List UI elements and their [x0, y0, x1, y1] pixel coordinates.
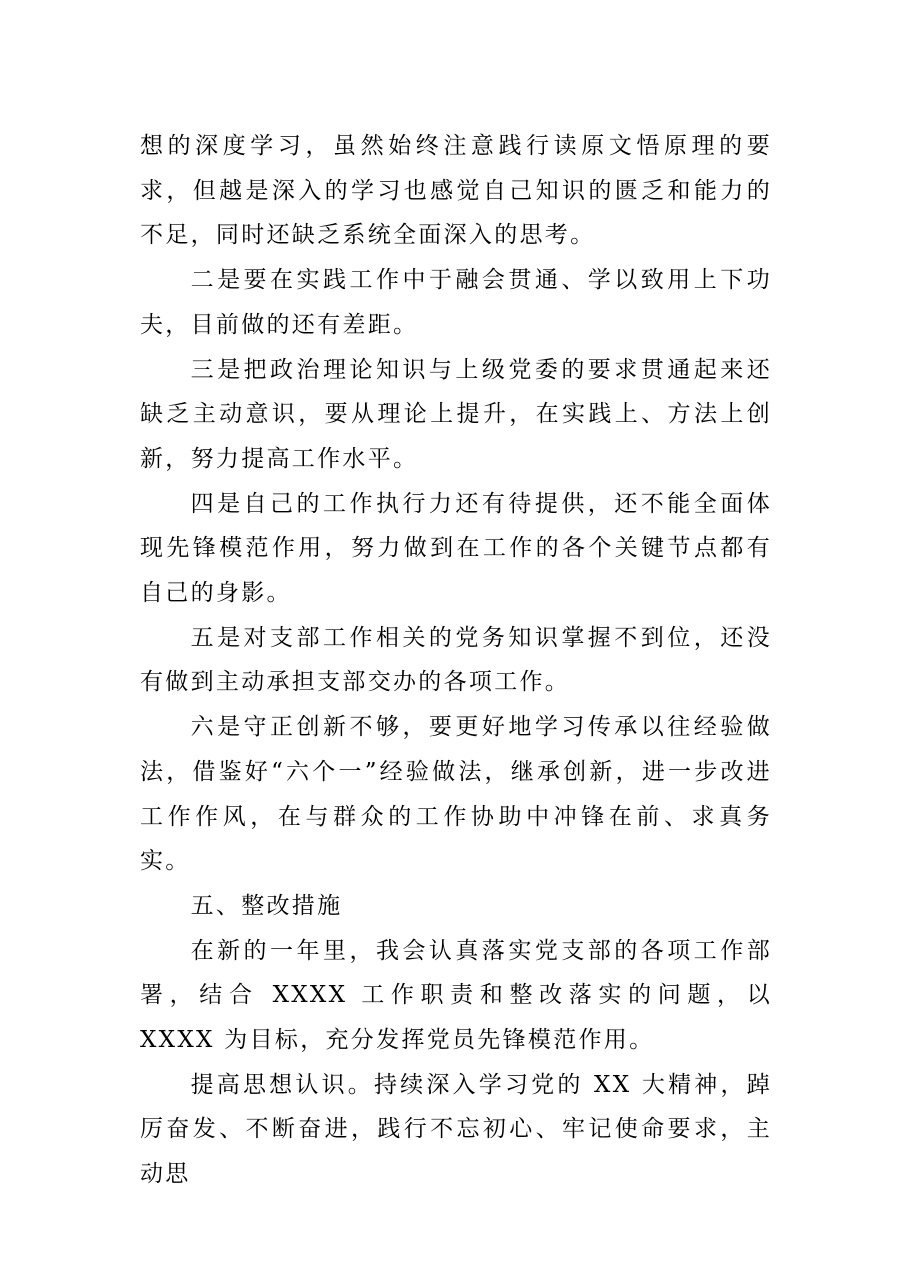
- paragraph-point-four: 四是自己的工作执行力还有待提供，还不能全面体现先锋模范作用，努力做到在工作的各个关键节点都有自己的身影。: [140, 490, 772, 607]
- paragraph-point-two: 二是要在实践工作中于融会贯通、学以致用上下功夫，目前做的还有差距。: [140, 267, 772, 338]
- paragraph-rectification-intro: 在新的一年里，我会认真落实党支部的各项工作部署，结合 XXXX 工作职责和整改落实的问题，以 XXXX 为目标，充分发挥党员先锋模范作用。: [140, 937, 772, 1054]
- section-heading-rectification: 五、整改措施: [190, 892, 343, 919]
- paragraph-raise-awareness: 提高思想认识。持续深入学习党的 XX 大精神，踔厉奋发、不断奋进，践行不忘初心、牢记使命要求，主动思: [140, 1071, 772, 1188]
- paragraph-point-three: 三是把政治理论知识与上级党委的要求贯通起来还缺乏主动意识，要从理论上提升，在实践上、方法上创新，努力提高工作水平。: [140, 356, 772, 472]
- document-body: [140, 124, 772, 1197]
- paragraph-point-six: 六是守正创新不够，要更好地学习传承以往经验做法，借鉴好“六个一”经验做法，继承创新，进一步改进工作作风，在与群众的工作协助中冲锋在前、求真务实。: [140, 714, 772, 875]
- paragraph-point-five: 五是对支部工作相关的党务知识掌握不到位，还没有做到主动承担支部交办的各项工作。: [140, 624, 772, 696]
- paragraph-continuation: 想的深度学习，虽然始终注意践行读原文悟原理的要求，但越是深入的学习也感觉自己知识的匮乏和能力的不足，同时还缺乏系统全面深入的思考。: [140, 133, 772, 249]
